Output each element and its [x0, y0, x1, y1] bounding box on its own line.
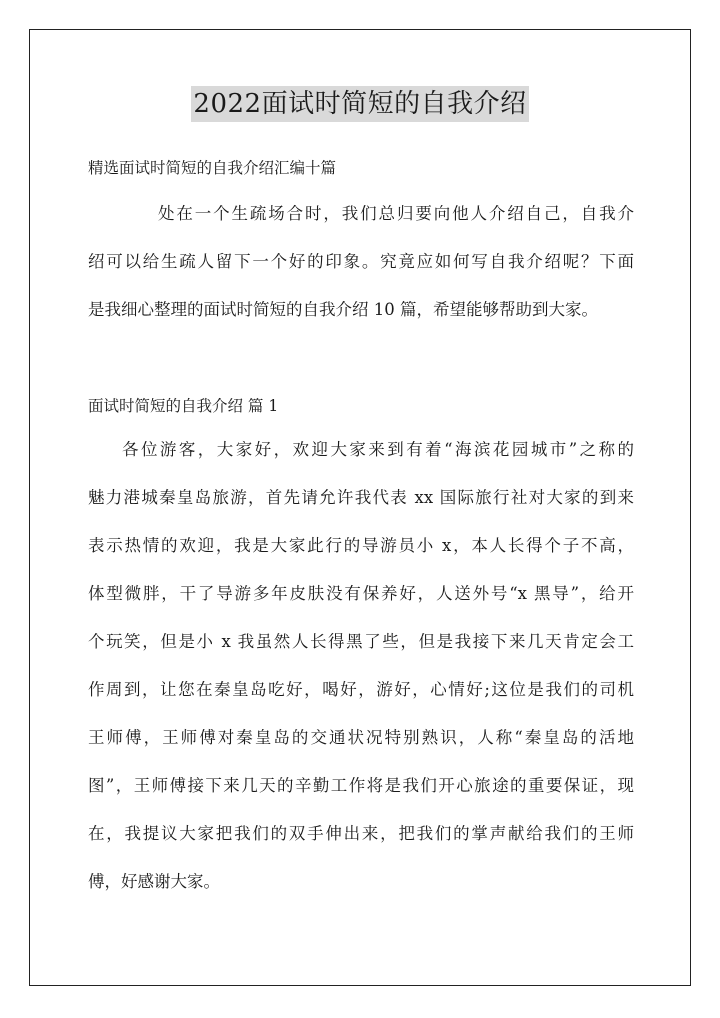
- title-container: [0, 86, 720, 122]
- section-line: 在，我提议大家把我们的双手伸出来，把我们的掌声献给我们的王师: [88, 824, 634, 843]
- intro-line: 处在一个生疏场合时，我们总归要向他人介绍自己，自我介: [158, 204, 634, 223]
- section-line: 个玩笑，但是小 x 我虽然人长得黑了些，但是我接下来几天肯定会工: [88, 632, 634, 651]
- document-subtitle: 精选面试时简短的自我介绍汇编十篇: [88, 159, 337, 177]
- section-line: 图”，王师傅接下来几天的辛勤工作将是我们开心旅途的重要保证，现: [88, 776, 634, 795]
- section-line: 王师傅，王师傅对秦皇岛的交通状况特别熟识，人称“秦皇岛的活地: [88, 728, 634, 747]
- section-line: 表示热情的欢迎，我是大家此行的导游员小 x，本人长得个子不高，: [88, 536, 634, 555]
- document-title: 2022面试时简短的自我介绍: [191, 86, 528, 122]
- intro-line: 绍可以给生疏人留下一个好的印象。究竟应如何写自我介绍呢？下面: [88, 252, 634, 271]
- section-line: 傅，好感谢大家。: [88, 872, 220, 891]
- section-line: 魅力港城秦皇岛旅游，首先请允许我代表 xx 国际旅行社对大家的到来: [88, 488, 634, 507]
- section-line: 作周到，让您在秦皇岛吃好，喝好，游好，心情好;这位是我们的司机: [88, 680, 634, 699]
- section-heading: 面试时简短的自我介绍 篇 1: [88, 397, 279, 415]
- section-line: 体型微胖，干了导游多年皮肤没有保养好，人送外号“x 黑导”，给开: [88, 584, 634, 603]
- intro-paragraph: [88, 202, 634, 346]
- section-paragraph: [88, 438, 634, 918]
- intro-line: 是我细心整理的面试时简短的自我介绍 10 篇，希望能够帮助到大家。: [88, 300, 598, 319]
- section-line: 各位游客，大家好，欢迎大家来到有着“海滨花园城市”之称的: [122, 440, 634, 459]
